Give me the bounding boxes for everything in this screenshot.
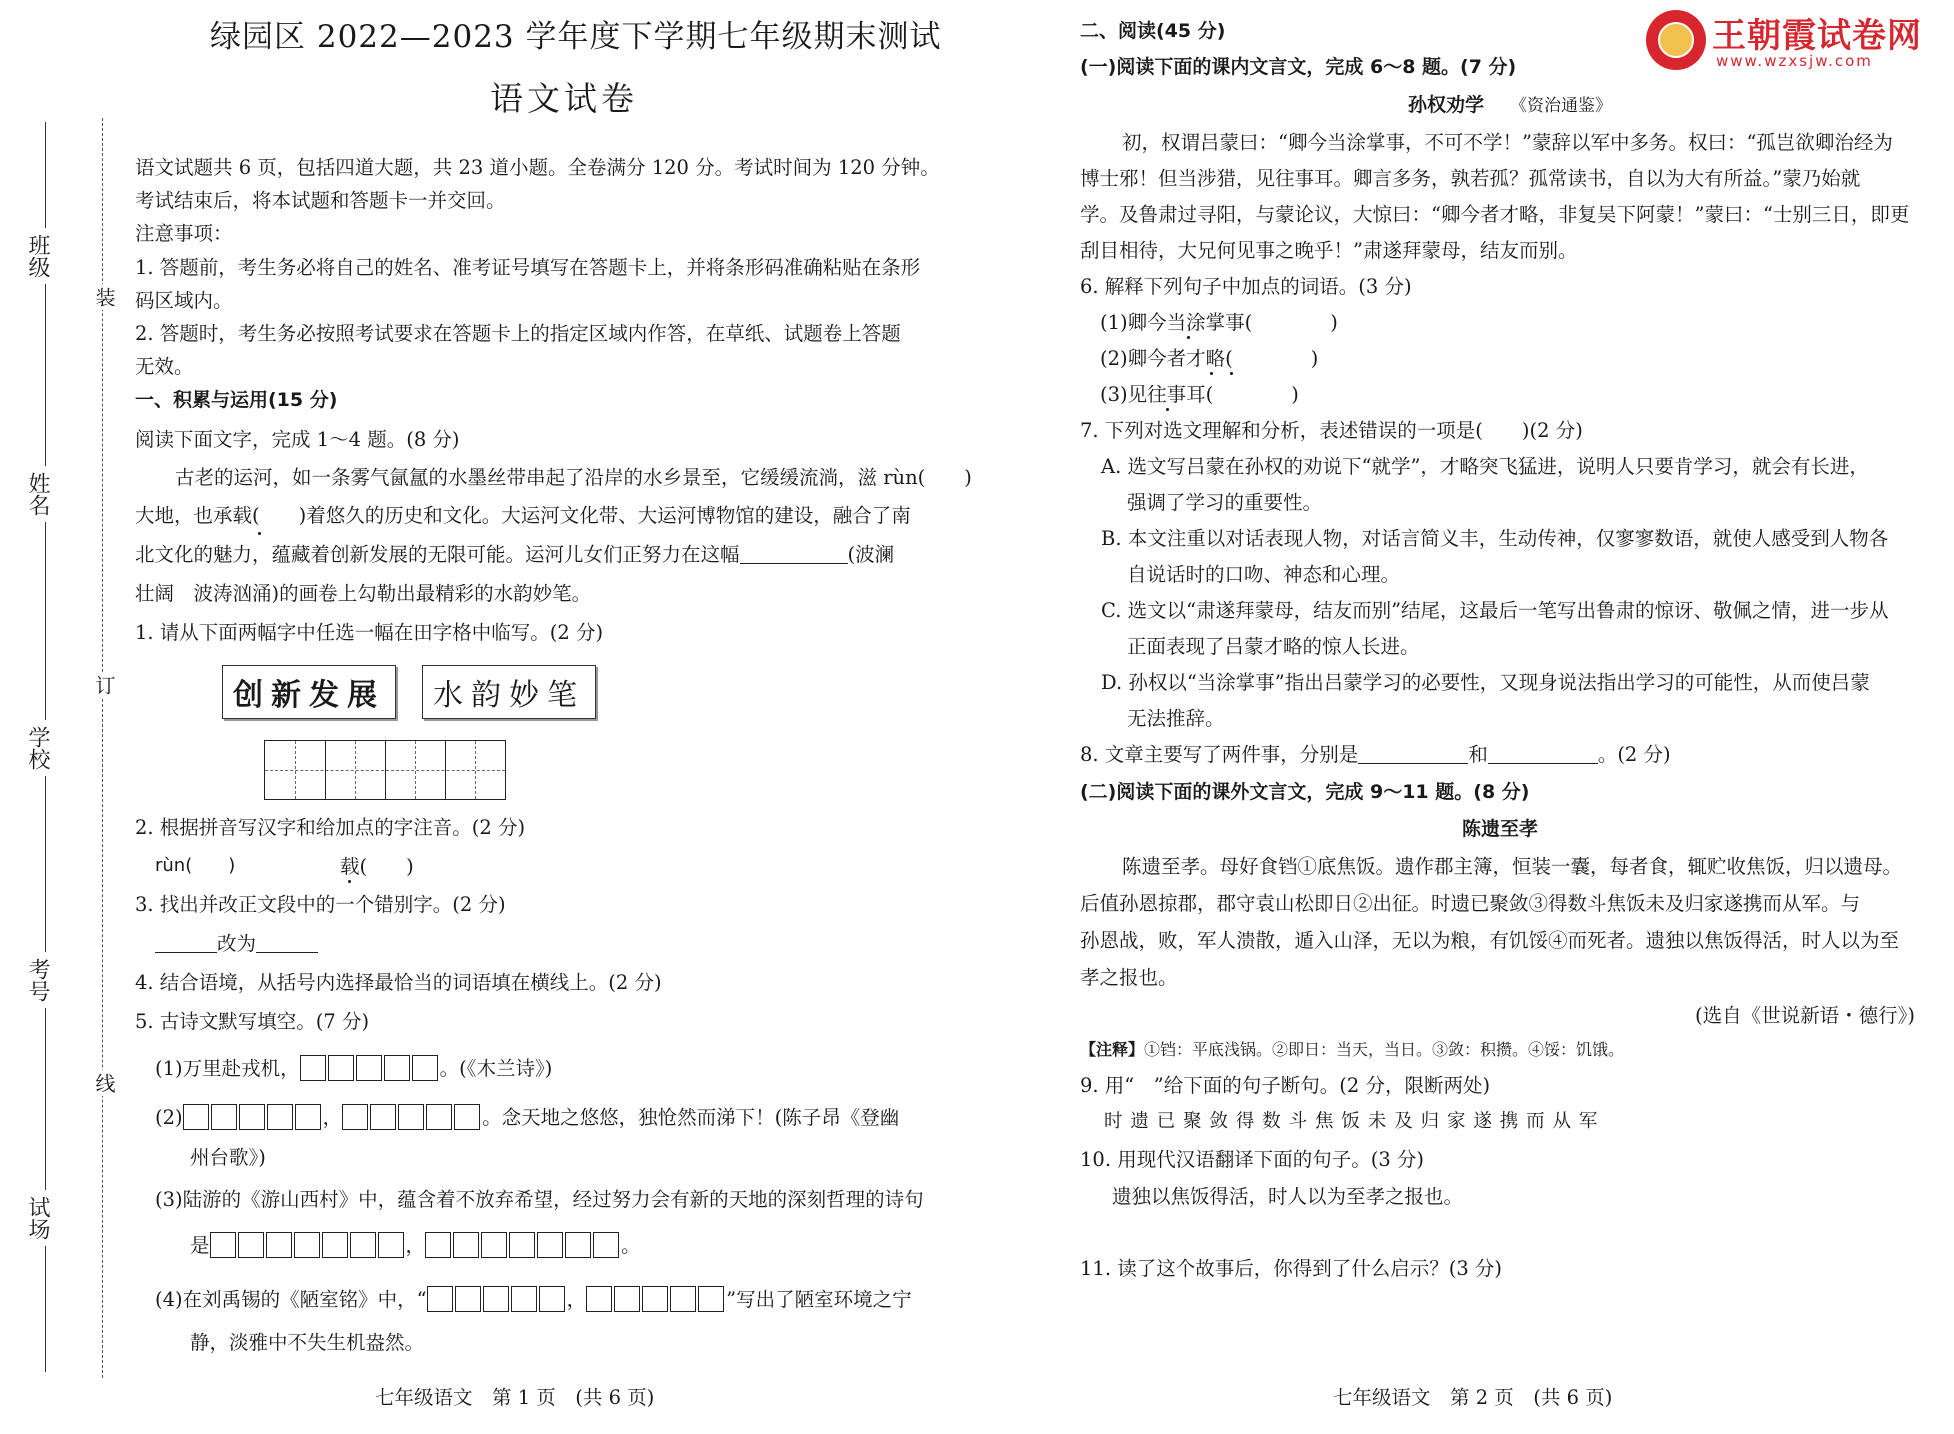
binding-mark: 订 — [90, 672, 119, 698]
question-4: 4. 结合语境，从括号内选择最恰当的词语填在横线上。(2 分) — [135, 971, 662, 994]
answer-box[interactable] — [356, 1055, 382, 1081]
answer-box[interactable] — [511, 1286, 537, 1312]
typo-answer: 改为 — [155, 934, 318, 954]
calligraphy-sample: 创新发展 — [222, 665, 396, 719]
answer-blank[interactable] — [740, 545, 848, 564]
answer-box[interactable] — [239, 1104, 265, 1130]
logo-name: 王朝霞试卷网 — [1712, 16, 1922, 56]
answer-blank[interactable] — [1358, 745, 1468, 764]
answer-box[interactable] — [670, 1286, 696, 1312]
answer-box[interactable] — [210, 1232, 236, 1258]
question-3: 3. 找出并改正文段中的一个错别字。(2 分) — [135, 893, 506, 916]
emphasis-dot — [1230, 372, 1233, 375]
answer-box[interactable] — [350, 1232, 376, 1258]
passage-line: 刮目相待，大兄何见事之晚乎！”肃遂拜蒙母，结友而别。 — [1080, 239, 1578, 262]
answer-box[interactable] — [266, 1232, 292, 1258]
answer-box[interactable] — [481, 1232, 507, 1258]
answer-box[interactable] — [384, 1055, 410, 1081]
page-footer: 七年级语文 第 2 页 (共 6 页) — [1333, 1386, 1613, 1409]
poem-fill-4: (4)在刘禹锡的《陋室铭》中，“ ， ”写出了陋室环境之宁 — [155, 1288, 912, 1311]
answer-box[interactable] — [453, 1232, 479, 1258]
emphasis-dot — [348, 880, 351, 883]
binding-mark: 装 — [90, 284, 119, 310]
logo-seal-icon — [1646, 10, 1706, 70]
question-6: 6. 解释下列句子中加点的词语。(3 分) — [1080, 275, 1412, 298]
answer-box[interactable] — [565, 1232, 591, 1258]
answer-box[interactable] — [593, 1232, 619, 1258]
part-heading: (一)阅读下面的课内文言文，完成 6～8 题。(7 分) — [1080, 56, 1517, 78]
answer-box[interactable] — [586, 1286, 612, 1312]
tianzige-grid[interactable] — [264, 740, 506, 800]
site-logo — [1646, 8, 1946, 72]
school-label: 学校 — [22, 720, 53, 776]
poem-fill-3: (3)陆游的《游山西村》中，蕴含着不放弃希望，经过努力会有新的天地的深刻哲理的诗句 — [155, 1188, 924, 1211]
question-2: 2. 根据拼音写汉字和给加点的字注音。(2 分) — [135, 816, 526, 839]
passage-line: 学。及鲁肃过寻阳，与蒙论议，大惊曰：“卿今者才略，非复吴下阿蒙！”蒙曰：“士别三日，即更 — [1080, 203, 1910, 226]
zhuyin-answer[interactable]: 载( ) — [340, 855, 414, 878]
notice-item: 码区域内。 — [135, 289, 233, 312]
answer-box[interactable] — [322, 1232, 348, 1258]
exam-number-label: 考号 — [22, 952, 53, 1008]
part-heading: (二)阅读下面的课外文言文，完成 9～11 题。(8 分) — [1080, 781, 1530, 803]
option-b-cont: 自说话时的口吻、神态和心理。 — [1127, 563, 1401, 586]
question-5: 5. 古诗文默写填空。(7 分) — [135, 1010, 370, 1033]
passage-line: 博士邪！但当涉猎，见往事耳。卿言多务，孰若孤？孤常读书，自以为大有所益。”蒙乃始就 — [1080, 167, 1861, 190]
passage-line: 初，权谓吕蒙曰：“卿今当涂掌事，不可不学！”蒙辞以军中多务。权曰：“孤岂欲卿治经为 — [1122, 131, 1893, 154]
section-heading: 二、阅读(45 分) — [1080, 20, 1226, 42]
answer-box[interactable] — [342, 1104, 368, 1130]
notice-heading: 注意事项： — [135, 222, 233, 245]
answer-box[interactable] — [300, 1055, 326, 1081]
page-footer: 七年级语文 第 1 页 (共 6 页) — [375, 1386, 655, 1409]
answer-box[interactable] — [539, 1286, 565, 1312]
question-9: 9. 用“ ”给下面的句子断句。(2 分，限断两处) — [1080, 1074, 1491, 1097]
calligraphy-sample: 水韵妙笔 — [422, 665, 596, 719]
answer-box[interactable] — [328, 1055, 354, 1081]
answer-box[interactable] — [614, 1286, 640, 1312]
emphasis-dot — [1210, 372, 1213, 375]
passage-source: 《资治通鉴》 — [1510, 96, 1612, 116]
answer-box[interactable] — [698, 1286, 724, 1312]
answer-box[interactable] — [370, 1104, 396, 1130]
answer-box[interactable] — [398, 1104, 424, 1130]
q6-item[interactable]: (2)卿今者才略( ) — [1100, 347, 1319, 370]
exam-room-label: 试场 — [22, 1190, 53, 1246]
passage-source: (选自《世说新语・德行》) — [1695, 1004, 1915, 1027]
question-10: 10. 用现代汉语翻译下面的句子。(3 分) — [1080, 1148, 1425, 1171]
notice-item: 无效。 — [135, 355, 194, 378]
emphasis-dot — [1166, 408, 1169, 411]
poem-fill-2-source: 州台歌》) — [190, 1146, 266, 1169]
poem-fill-3-boxes: 是 ， 。 — [190, 1234, 641, 1257]
answer-box[interactable] — [483, 1286, 509, 1312]
annotation: 【注释】①铛：平底浅锅。②即日：当天，当日。③敛：积攒。④馁：饥饿。 — [1080, 1040, 1625, 1059]
answer-box[interactable] — [295, 1104, 321, 1130]
translation-sentence: 遗独以焦饭得活，时人以为至孝之报也。 — [1112, 1185, 1464, 1208]
binding-mark: 线 — [90, 1070, 119, 1096]
answer-box[interactable] — [238, 1232, 264, 1258]
section-heading: 一、积累与运用(15 分) — [135, 389, 338, 411]
question-8: 8. 文章主要写了两件事，分别是 和 。(2 分) — [1080, 743, 1671, 766]
punctuation-sentence[interactable]: 时 遗 已 聚 敛 得 数 斗 焦 饭 未 及 归 家 遂 携 而 从 军 — [1104, 1111, 1599, 1132]
answer-box[interactable] — [294, 1232, 320, 1258]
poem-fill-1: (1)万里赴戎机， 。(《木兰诗》) — [155, 1057, 553, 1080]
answer-box[interactable] — [537, 1232, 563, 1258]
answer-box[interactable] — [267, 1104, 293, 1130]
poem-fill-4-cont: 静，淡雅中不失生机盎然。 — [190, 1331, 425, 1354]
answer-blank[interactable] — [155, 934, 217, 953]
passage-line: 孝之报也。 — [1080, 966, 1178, 989]
answer-box[interactable] — [426, 1104, 452, 1130]
exam-title: 绿园区 2022—2023 学年度下学期七年级期末测试 — [210, 19, 942, 55]
option-c-cont: 正面表现了吕蒙才略的惊人长进。 — [1127, 635, 1420, 658]
option-a-cont: 强调了学习的重要性。 — [1127, 491, 1323, 514]
answer-blank[interactable] — [256, 934, 318, 953]
answer-box[interactable] — [454, 1104, 480, 1130]
logo-url: www.wzxsjw.com — [1716, 52, 1873, 70]
question-1: 1. 请从下面两幅字中任选一幅在田字格中临写。(2 分) — [135, 621, 604, 644]
passage-line: 北文化的魅力，蕴藏着创新发展的无限可能。运河儿女们正努力在这幅 (波澜 — [135, 543, 895, 566]
passage-line: 孙恩战，败，军人溃散，遁入山泽，无以为粮，有饥馁④而死者。遗独以焦饭得活，时人以为至 — [1080, 929, 1900, 952]
notice-item: 1. 答题前，考生务必将自己的姓名、准考证号填写在答题卡上，并将条形码准确粘贴在条形 — [135, 256, 921, 279]
name-label: 姓名 — [22, 466, 53, 522]
class-label: 班级 — [22, 228, 53, 284]
emphasis-dot — [1187, 336, 1190, 339]
question-7: 7. 下列对选文理解和分析，表述错误的一项是( )(2 分) — [1080, 419, 1583, 442]
option-c[interactable]: C. 选文以“肃遂拜蒙母，结友而别”结尾，这最后一笔写出鲁肃的惊讶、敬佩之情，进一步从 — [1101, 599, 1889, 622]
q6-item[interactable]: (1)卿今当涂掌事( ) — [1100, 311, 1338, 334]
answer-box[interactable] — [427, 1286, 453, 1312]
poem-fill-2: (2) ， 。念天地之悠悠，独怆然而涕下！(陈子昂《登幽 — [155, 1106, 900, 1129]
answer-box[interactable] — [211, 1104, 237, 1130]
emphasis-dot — [258, 532, 261, 535]
option-d-cont: 无法推辞。 — [1127, 707, 1225, 730]
passage-line: 壮阔 波涛汹涌)的画卷上勾勒出最精彩的水韵妙笔。 — [135, 582, 592, 605]
intro-line: 语文试题共 6 页，包括四道大题，共 23 道小题。全卷满分 120 分。考试时间为 120 分钟。 — [135, 156, 940, 179]
answer-box[interactable] — [642, 1286, 668, 1312]
answer-box[interactable] — [509, 1232, 535, 1258]
answer-box[interactable] — [412, 1055, 438, 1081]
pinyin-answer[interactable]: rùn( ) — [155, 855, 236, 876]
passage-line: 陈遗至孝。母好食铛①底焦饭。遗作郡主簿，恒装一囊，每者食，辄贮收焦饭，归以遗母。 — [1122, 855, 1903, 878]
passage-title: 陈遗至孝 — [1462, 818, 1539, 840]
option-d[interactable]: D. 孙权以“当涂掌事”指出吕蒙学习的必要性，又现身说法指出学习的可能性，从而使吕蒙 — [1101, 671, 1870, 694]
passage-line: 大地，也承载( )着悠久的历史和文化。大运河文化带、大运河博物馆的建设，融合了南 — [135, 504, 911, 527]
option-b[interactable]: B. 本文注重以对话表现人物，对话言简义丰，生动传神，仅寥寥数语，就使人感受到人物各 — [1101, 527, 1889, 550]
answer-box[interactable] — [455, 1286, 481, 1312]
option-a[interactable]: A. 选文写吕蒙在孙权的劝说下“就学”，才略突飞猛进，说明人只要肯学习，就会有长进， — [1101, 455, 1869, 478]
exam-subtitle: 语文试卷 — [490, 79, 638, 118]
answer-blank[interactable] — [1488, 745, 1598, 764]
passage-title: 孙权劝学 — [1408, 94, 1485, 116]
answer-box[interactable] — [425, 1232, 451, 1258]
intro-line: 考试结束后，将本试题和答题卡一并交回。 — [135, 189, 506, 212]
q6-item[interactable]: (3)见往事耳( ) — [1100, 383, 1299, 406]
answer-box[interactable] — [378, 1232, 404, 1258]
passage-line: 古老的运河，如一条雾气氤氲的水墨丝带串起了沿岸的水乡景至，它缓缓流淌，滋 rùn( ) — [175, 466, 972, 489]
question-11: 11. 读了这个故事后，你得到了什么启示？(3 分) — [1080, 1257, 1503, 1280]
reading-instruction: 阅读下面文字，完成 1～4 题。(8 分) — [135, 428, 460, 451]
notice-item: 2. 答题时，考生务必按照考试要求在答题卡上的指定区域内作答，在草纸、试题卷上答题 — [135, 322, 901, 345]
passage-line: 后值孙恩掠郡，郡守袁山松即日②出征。时遗已聚敛③得数斗焦饭未及归家遂携而从军。与 — [1080, 892, 1861, 915]
answer-box[interactable] — [183, 1104, 209, 1130]
